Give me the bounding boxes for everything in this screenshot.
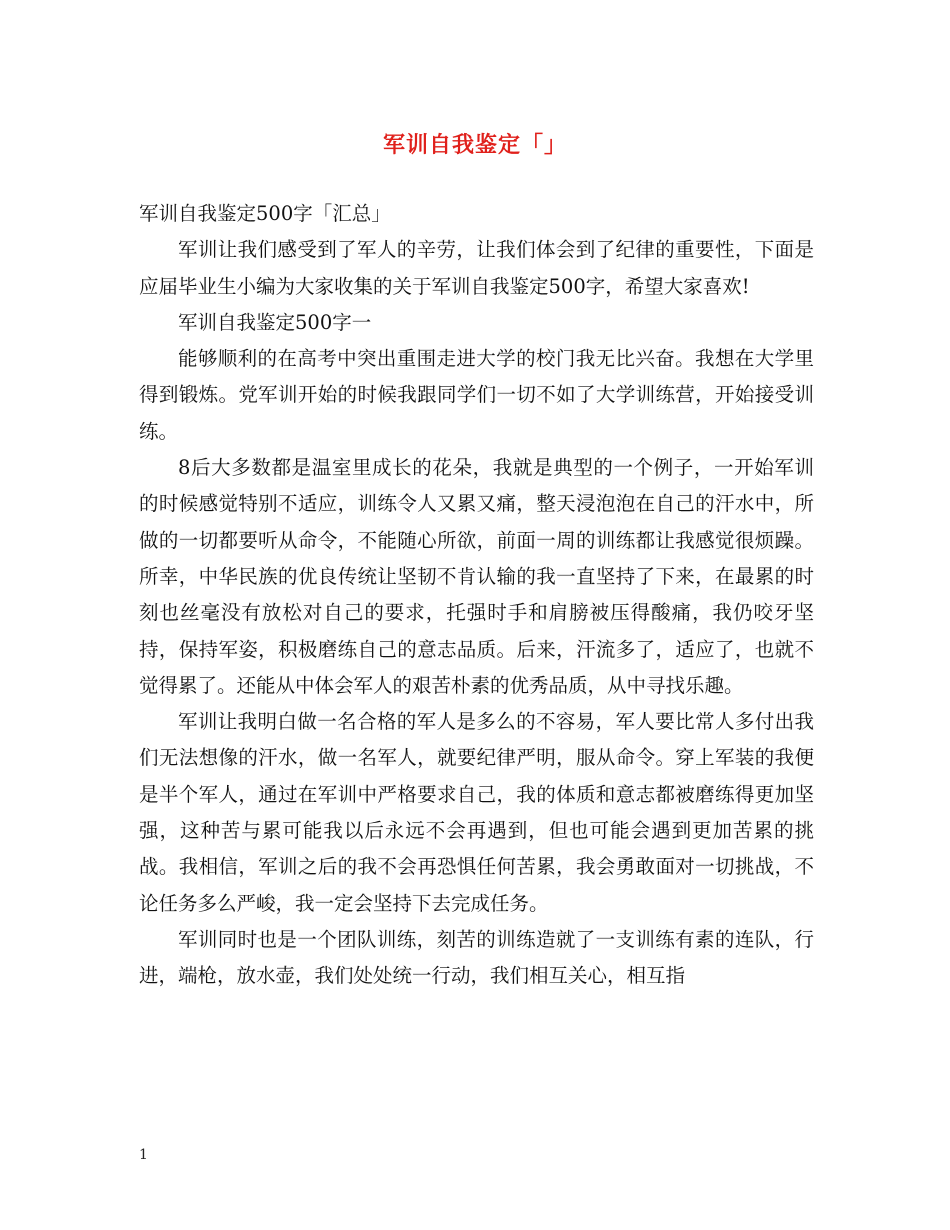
body-paragraph: 能够顺利的在高考中突出重围走进大学的校门我无比兴奋。我想在大学里得到锻炼。党军训开始的时候我跟同学们一切不如了大学训练营，开始接受训练。: [139, 347, 814, 443]
document-body: [139, 196, 814, 995]
subtitle-paragraph: 军训自我鉴定500字「汇总」: [139, 202, 391, 225]
page-number: 1: [139, 1147, 148, 1163]
body-paragraph: 8后大多数都是温室里成长的花朵，我就是典型的一个例子，一开始军训的时候感觉特别不适应，训练令人又累又痛，整天浸泡泡在自己的汗水中，所做的一切都要听从命令，不能随心所欲，前面一周的训练都让我感觉很烦躁。所幸，中华民族的优良传统让坚韧不肯认输的我一直坚持了下来，在最累的时刻也丝毫没有放松对自己的要求，托强时手和肩膀被压得酸痛，我仍咬牙坚持，保持军姿，积极磨练自己的意志品质。后来，汗流多了，适应了，也就不觉得累了。还能从中体会军人的艰苦朴素的优秀品质，从中寻找乐趣。: [139, 456, 814, 697]
body-paragraph: 军训同时也是一个团队训练，刻苦的训练造就了一支训练有素的连队，行进，端枪，放水壶，我们处处统一行动，我们相互关心，相互指: [139, 927, 814, 988]
document-title: 军训自我鉴定「」: [382, 132, 567, 158]
body-paragraph: 军训让我明白做一名合格的军人是多么的不容易，军人要比常人多付出我们无法想像的汗水，做一名军人，就要纪律严明，服从命令。穿上军装的我便是半个军人，通过在军训中严格要求自己，我的体质和意志都被磨练得更加坚强，这种苦与累可能我以后永远不会再遇到，但也可能会遇到更加苦累的挑战。我相信，军训之后的我不会再恐惧任何苦累，我会勇敢面对一切挑战，不论任务多么严峻，我一定会坚持下去完成任务。: [139, 710, 814, 915]
section-heading: 军训自我鉴定500字一: [178, 310, 372, 334]
intro-paragraph: 军训让我们感受到了军人的辛劳，让我们体会到了纪律的重要性，下面是应届毕业生小编为大家收集的关于军训自我鉴定500字，希望大家喜欢!: [139, 238, 814, 298]
